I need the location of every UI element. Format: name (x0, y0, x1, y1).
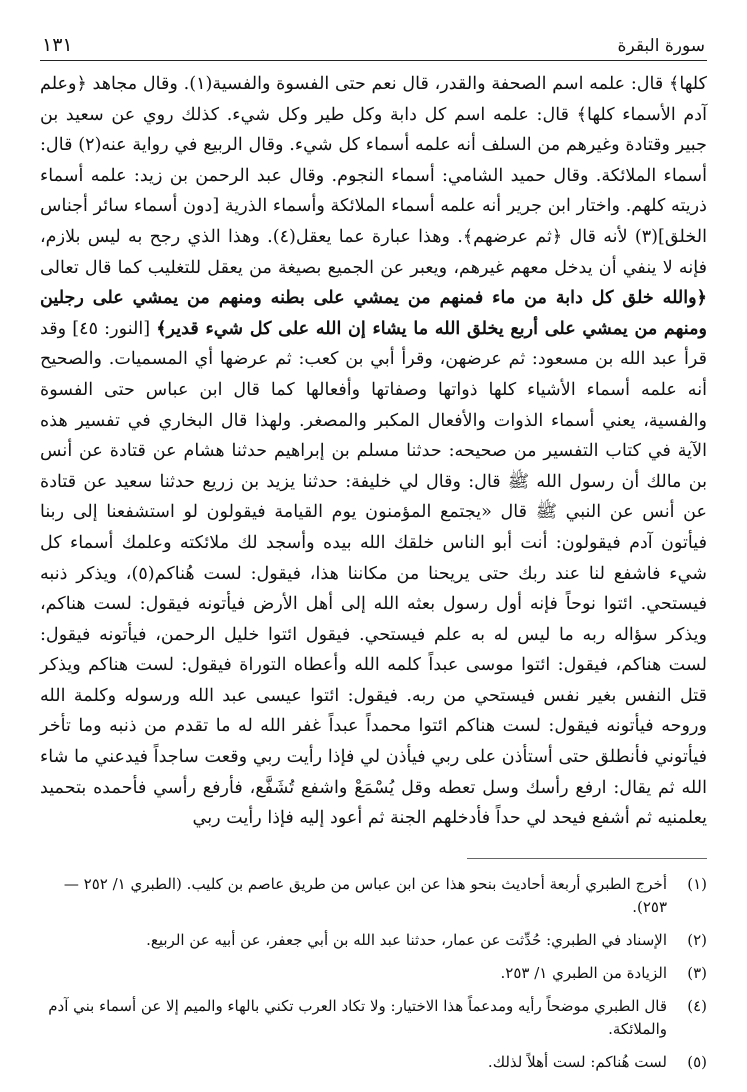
footnotes (40, 873, 707, 1074)
footnote-separator (467, 858, 707, 859)
footnote-text: لست هُناكم: لست أهلاً لذلك. (487, 1052, 667, 1071)
footnote-number: (٥) (687, 1052, 707, 1071)
footnote (40, 995, 707, 1041)
footnote-number: (٤) (687, 996, 707, 1015)
page-number: ١٣١ (42, 34, 73, 56)
paragraph-2: [النور: ٤٥] وقد قرأ عبد الله بن مسعود: ثم عرضهن، وقرأ أبي بن كعب: ثم عرضها أي المسميات. والصحيح أنه علمه أسماء الأشياء كلها ذواتها وصفاتها وأفعالها كما قال ابن عباس حتى الفسوة والفسية، يعني أسماء الذوات والأفعال المكبر والمصغر. ولهذا قال البخاري في تفسير هذه الآية في كتاب التفسير من صحيحه: حدثنا مسلم بن إبراهيم حدثنا هشام عن قتادة عن أنس بن مالك أن رسول الله ﷺ قال: وقال لي خليفة: حدثنا يزيد بن زريع حدثنا سعيد عن قتادة عن أنس عن النبي ﷺ قال «يجتمع المؤمنون يوم القيامة فيقولون لو استشفعنا إلى ربنا فيأتون آدم فيقولون: أنت أبو الناس خلقك الله بيده وأسجد لك ملائكته وعلمك أسماء كل شيء فاشفع لنا عند ربك حتى يريحنا من مكاننا هذا، فيقول: لست هُناكم(٥)، ويذكر ذنبه فيستحي. ائتوا نوحاً فإنه أول رسول بعثه الله إلى أهل الأرض فيأتونه فيقول: لست هناكم، ويذكر سؤاله ربه ما ليس له به علم فيستحي. فيقول ائتوا خليل الرحمن، فيأتونه فيقول: لست هناكم، فيقول: ائتوا موسى عبداً كلمه الله وأعطاه التوراة فيقول: لست هناكم ويذكر قتل النفس بغير نفس فيستحي من ربه. فيقول: ائتوا عيسى عبد الله ورسوله وكلمة الله وروحه فيأتونه فيقول: لست هناكم ائتوا محمداً عبداً غفر الله له ما تقدم من ذنبه وما تأخر فيأتوني فأنطلق حتى أستأذن على ربي فيأذن لي فإذا رأيت ربي وقعت ساجداً فيدعني ما شاء الله ثم يقال: ارفع رأسك وسل تعطه وقل يُسْمَعْ واشفع تُشَفَّع، فأرفع رأسي فأحمده بتحميد يعلمنيه ثم أشفع فيحد لي حداً فأدخلهم الجنة ثم أعود إليه فإذا رأيت ربي (40, 318, 707, 829)
footnote (40, 962, 707, 985)
footnote (40, 929, 707, 952)
footnote (40, 873, 707, 919)
paragraph-1: كلها﴾ قال: علمه اسم الصحفة والقدر، قال نعم حتى الفسوة والفسية(١). وقال مجاهد ﴿وعلم آدم الأسماء كلها﴾ قال: علمه اسم كل دابة وكل طير وكل شيء. كذلك روي عن سعيد بن جبير وقتادة وغيرهم من السلف أنه علمه أسماء كل شيء. وقال الربيع في رواية عنه(٢) قال: أسماء الملائكة. وقال حميد الشامي: أسماء النجوم. وقال عبد الرحمن بن زيد: علمه أسماء ذريته كلهم. واختار ابن جرير أنه علمه أسماء الملائكة وأسماء الذرية [دون أسماء سائر أجناس الخلق](٣) لأنه قال ﴿ثم عرضهم﴾. وهذا عبارة عما يعقل(٤). وهذا الذي رجح به ليس بلازم، فإنه لا ينفي أن يدخل معهم غيرهم، ويعبر عن الجميع بصيغة من يعقل للتغليب كما قال تعالى (40, 74, 707, 278)
footnote-text: أخرج الطبري أربعة أحاديث بنحو هذا عن ابن عباس من طريق عاصم بن كليب. (الطبري ١/ ٢٥٢ — ٢٥٣). (63, 874, 667, 916)
footnote-text: الإسناد في الطبري: حُدِّثت عن عمار، حدثنا عبد الله بن أبي جعفر، عن أبيه عن الربيع. (146, 930, 667, 949)
footnote (40, 1051, 707, 1074)
quran-quote: ﴿والله خلق كل دابة من ماء فمنهم من يمشي على بطنه ومنهم من يمشي على رجلين ومنهم من يمشي على أربع يخلق الله ما يشاء إن الله على كل شيء قدير﴾ (40, 287, 707, 339)
surah-title: سورة البقرة (617, 36, 705, 56)
footnote-number: (٣) (687, 963, 707, 982)
text-block (40, 69, 707, 834)
page-header (40, 28, 707, 61)
footnote-number: (١) (687, 874, 707, 893)
footnote-text: قال الطبري موضحاً رأيه ومدعماً هذا الاختيار: ولا تكاد العرب تكني بالهاء والميم إلا عن أسماء بني آدم والملائكة. (48, 996, 667, 1038)
footnote-number: (٢) (687, 930, 707, 949)
main-text (40, 69, 707, 834)
footnote-text: الزيادة من الطبري ١/ ٢٥٣. (500, 963, 667, 982)
